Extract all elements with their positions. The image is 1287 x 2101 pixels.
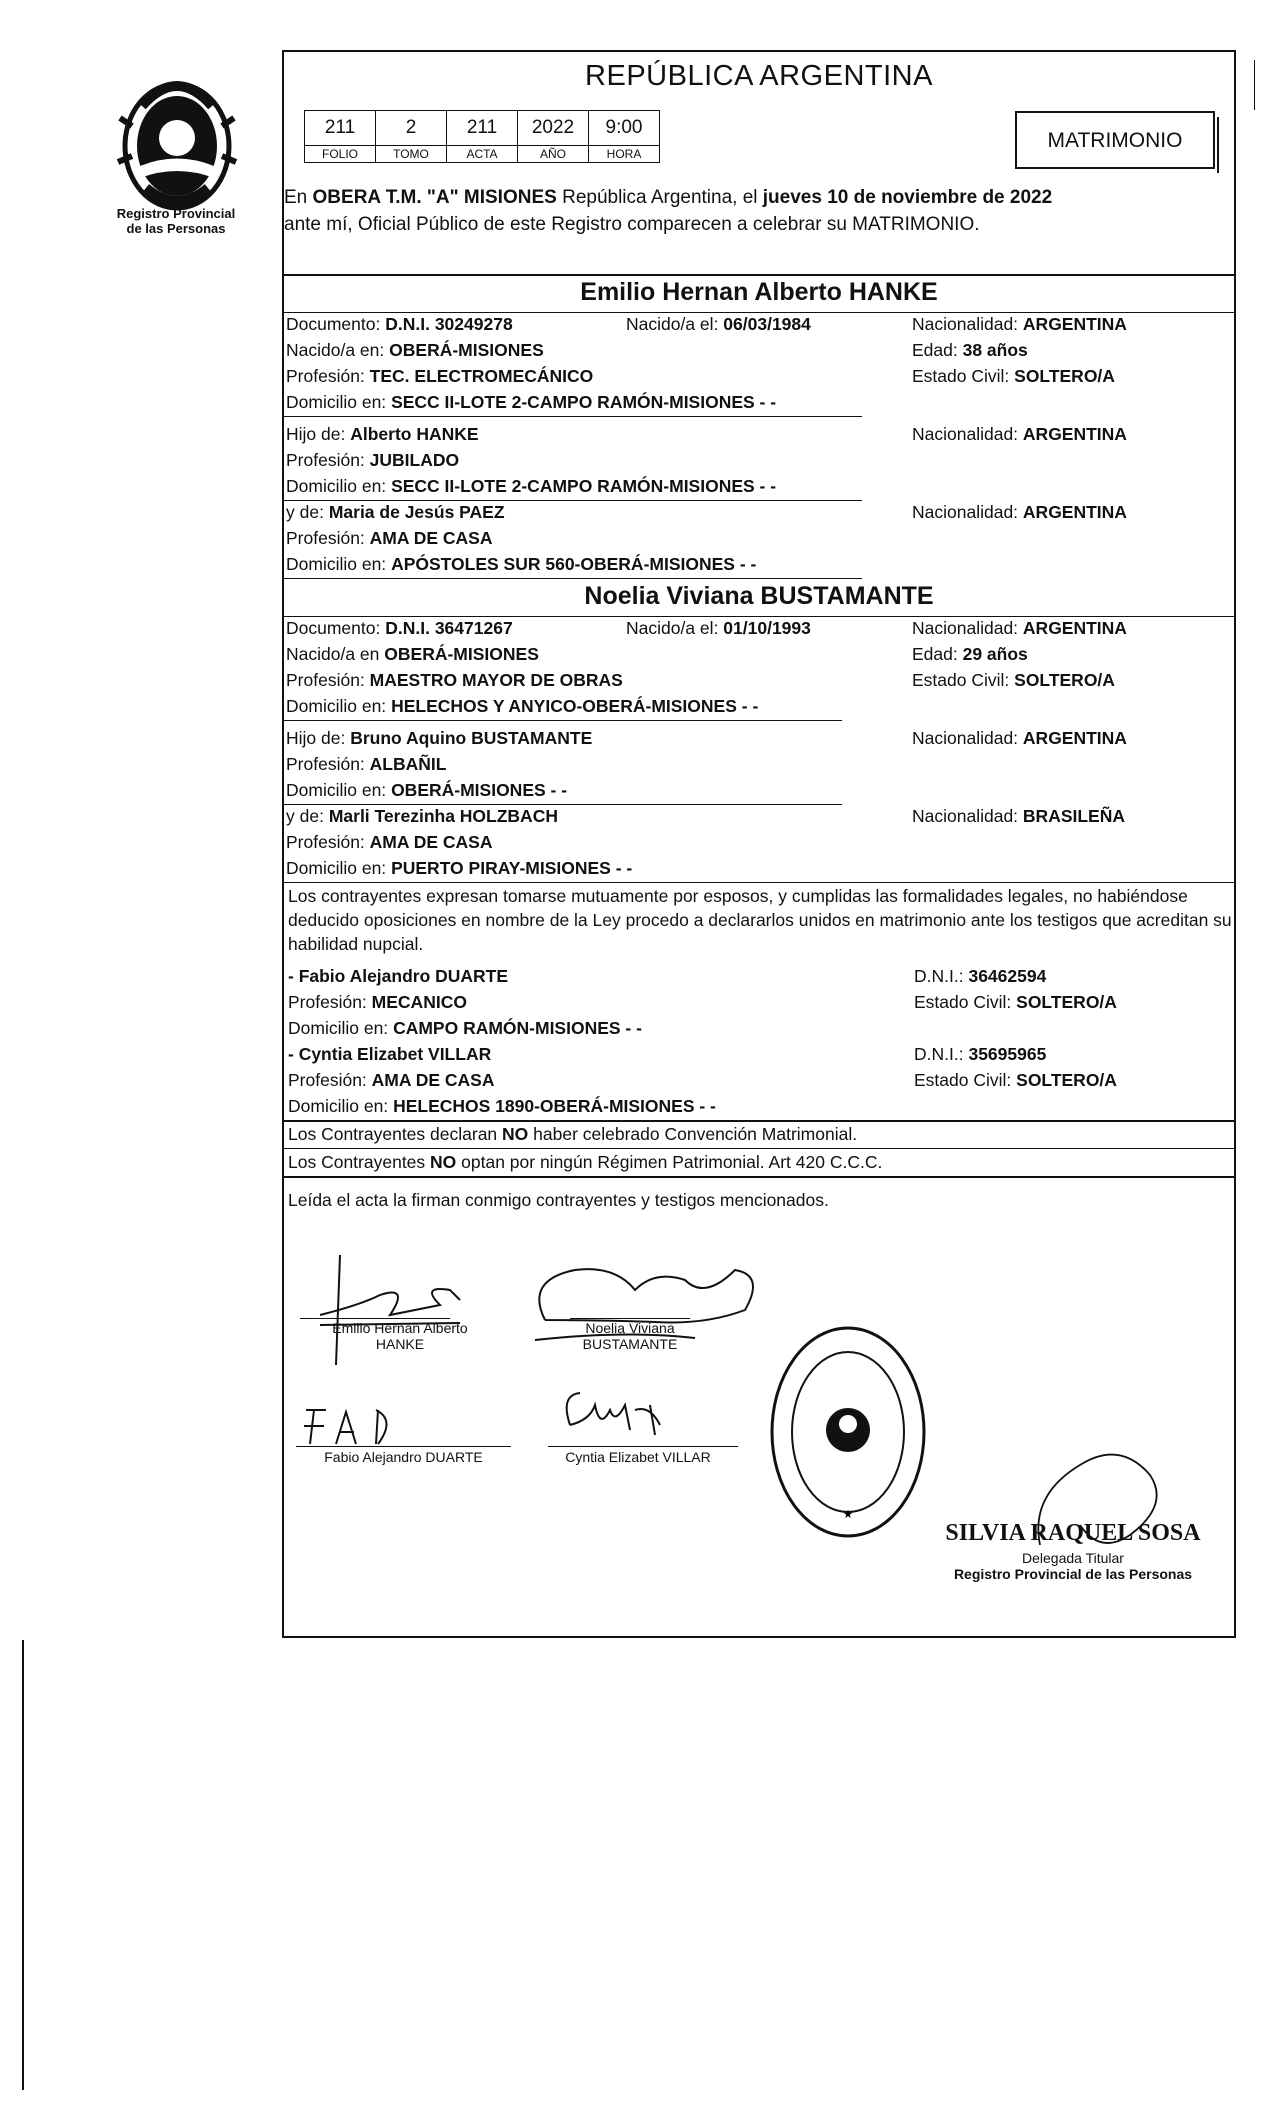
- spouse2-documento: Documento: D.N.I. 36471267: [286, 618, 513, 638]
- spouse1-domicilio: Domicilio en: SECC II-LOTE 2-CAMPO RAMÓN-MISIONES - -: [286, 392, 777, 412]
- svg-text:★: ★: [842, 1507, 854, 1521]
- spouse1-name: Emilio Hernan Alberto HANKE: [580, 278, 938, 306]
- convention-line1: Los Contrayentes declaran NO haber celebrado Convención Matrimonial.: [288, 1124, 858, 1144]
- signature-line: [296, 1446, 511, 1447]
- divider: [282, 312, 283, 580]
- acta-value: 211: [447, 111, 518, 146]
- underline: [282, 804, 842, 805]
- divider: [282, 1148, 1236, 1149]
- spouse1-mother: y de: Maria de Jesús PAEZ: [286, 502, 505, 522]
- divider: [282, 312, 1236, 313]
- intro-place: OBERA T.M. "A" MISIONES: [312, 187, 557, 208]
- province-emblem: [112, 66, 242, 216]
- spouse2-nacionalidad: Nacionalidad: ARGENTINA: [912, 618, 1127, 638]
- spouse2-father-profesion: Profesión: ALBAÑIL: [286, 754, 447, 774]
- signature-line: [300, 1318, 450, 1319]
- ano-value: 2022: [518, 111, 589, 146]
- underline: [282, 416, 862, 417]
- spouse2-profesion: Profesión: MAESTRO MAYOR DE OBRAS: [286, 670, 623, 690]
- official-title: Delegada Titular: [1022, 1550, 1124, 1566]
- divider: [282, 616, 283, 884]
- witness2-estado-civil: Estado Civil: SOLTERO/A: [914, 1070, 1117, 1090]
- margin-mark: [22, 1640, 24, 2090]
- spouse2-name: Noelia Viviana BUSTAMANTE: [584, 582, 934, 610]
- intro-text: [284, 184, 1234, 238]
- spouse2-mother-nacionalidad: Nacionalidad: BRASILEÑA: [912, 806, 1126, 826]
- tomo-label: TOMO: [376, 146, 447, 163]
- signature-label-hanke: Emilio Hernan Alberto HANKE: [332, 1320, 468, 1352]
- acta-label: ACTA: [447, 146, 518, 163]
- margin-mark: [1254, 60, 1255, 110]
- witness2-profesion: Profesión: AMA DE CASA: [288, 1070, 495, 1090]
- signature-line: [548, 1446, 738, 1447]
- hora-label: HORA: [589, 146, 660, 163]
- folio-value: 211: [305, 111, 376, 146]
- divider: [282, 882, 1236, 883]
- spouse1-nacionalidad: Nacionalidad: ARGENTINA: [912, 314, 1127, 334]
- intro-date: jueves 10 de noviembre de 2022: [762, 187, 1053, 208]
- spouse1-father-profesion: Profesión: JUBILADO: [286, 450, 460, 470]
- divider: [282, 1120, 1236, 1122]
- spouse1-profesion: Profesión: TEC. ELECTROMECÁNICO: [286, 366, 594, 386]
- hora-value: 9:00: [589, 111, 660, 146]
- witness2-name: - Cyntia Elizabet VILLAR: [288, 1044, 492, 1064]
- signature-line: [570, 1318, 690, 1319]
- divider: [282, 616, 1236, 617]
- underline: [282, 500, 862, 501]
- official-org: Registro Provincial de las Personas: [953, 1566, 1193, 1582]
- act-type-box: MATRIMONIO: [1015, 111, 1215, 169]
- spouse1-father: Hijo de: Alberto HANKE: [286, 424, 479, 444]
- spouse1-father-domicilio: Domicilio en: SECC II-LOTE 2-CAMPO RAMÓN-MISIONES - -: [286, 476, 777, 496]
- divider: [282, 1176, 1236, 1178]
- spouse2-father-domicilio: Domicilio en: OBERÁ-MISIONES - -: [286, 780, 568, 800]
- emblem-caption-line2: de las Personas: [126, 221, 226, 236]
- signature-hanke: [300, 1245, 480, 1375]
- spouse1-mother-profesion: Profesión: AMA DE CASA: [286, 528, 493, 548]
- intro-line2: ante mí, Oficial Público de este Registro comparecen a celebrar su MATRIMONIO.: [284, 214, 980, 235]
- spouse1-mother-nacionalidad: Nacionalidad: ARGENTINA: [912, 502, 1127, 522]
- witness2-dni: D.N.I.: 35695965: [914, 1044, 1047, 1064]
- witness1-dni: D.N.I.: 36462594: [914, 966, 1047, 986]
- emblem-caption-line1: Registro Provincial: [116, 206, 236, 221]
- witness1-estado-civil: Estado Civil: SOLTERO/A: [914, 992, 1117, 1012]
- convention-line2: Los Contrayentes NO optan por ningún Régimen Patrimonial. Art 420 C.C.C.: [288, 1152, 883, 1172]
- signature-villar: [550, 1385, 750, 1445]
- spouse1-father-nacionalidad: Nacionalidad: ARGENTINA: [912, 424, 1127, 444]
- declaration-text: Los contrayentes expresan tomarse mutuamente por esposos, y cumplidas las formalidades legales, no habiéndose deducido oposiciones en nombre de la Ley procedo a declararlos unidos en matrimonio ante los testigos que acreditan su habilidad nupcial.: [288, 886, 1232, 954]
- folio-table: [304, 110, 660, 163]
- document-title: REPÚBLICA ARGENTINA: [585, 60, 933, 92]
- spouse2-father: Hijo de: Bruno Aquino BUSTAMANTE: [286, 728, 593, 748]
- intro-mid: República Argentina, el: [556, 187, 763, 208]
- folio-label: FOLIO: [305, 146, 376, 163]
- tomo-value: 2: [376, 111, 447, 146]
- ano-label: AÑO: [518, 146, 589, 163]
- spouse1-estado-civil: Estado Civil: SOLTERO/A: [912, 366, 1115, 386]
- witness1-profesion: Profesión: MECANICO: [288, 992, 467, 1012]
- witness1-domicilio: Domicilio en: CAMPO RAMÓN-MISIONES - -: [288, 1018, 642, 1038]
- spouse1-nacido-el: Nacido/a el: 06/03/1984: [626, 314, 811, 334]
- spouse2-nacido-el: Nacido/a el: 01/10/1993: [626, 618, 811, 638]
- witness1-name: - Fabio Alejandro DUARTE: [288, 966, 509, 986]
- official-name: SILVIA RAQUEL SOSA: [945, 1520, 1201, 1546]
- spouse2-domicilio: Domicilio en: HELECHOS Y ANYICO-OBERÁ-MISIONES - -: [286, 696, 759, 716]
- divider: [282, 274, 1236, 276]
- witness2-domicilio: Domicilio en: HELECHOS 1890-OBERÁ-MISIONES - -: [288, 1096, 716, 1116]
- spouse2-nacido-en: Nacido/a en OBERÁ-MISIONES: [286, 644, 539, 664]
- intro-prefix: En: [284, 187, 313, 208]
- closing-text: Leída el acta la firman conmigo contrayentes y testigos mencionados.: [288, 1190, 829, 1210]
- spouse1-nacido-en: Nacido/a en: OBERÁ-MISIONES: [286, 340, 544, 360]
- spouse2-mother-profesion: Profesión: AMA DE CASA: [286, 832, 493, 852]
- spouse1-mother-domicilio: Domicilio en: APÓSTOLES SUR 560-OBERÁ-MISIONES - -: [286, 554, 757, 574]
- spouse2-mother: y de: Marli Terezinha HOLZBACH: [286, 806, 558, 826]
- signature-label-duarte: Fabio Alejandro DUARTE: [324, 1449, 483, 1465]
- spouse2-mother-domicilio: Domicilio en: PUERTO PIRAY-MISIONES - -: [286, 858, 633, 878]
- spouse1-edad: Edad: 38 años: [912, 340, 1028, 360]
- signature-label-bustamante: Noelia Viviana BUSTAMANTE: [582, 1320, 678, 1352]
- emblem-caption: [86, 206, 266, 236]
- spouse1-documento: Documento: D.N.I. 30249278: [286, 314, 513, 334]
- spouse2-estado-civil: Estado Civil: SOLTERO/A: [912, 670, 1115, 690]
- signature-duarte: [296, 1400, 426, 1450]
- underline: [282, 578, 862, 579]
- spouse2-edad: Edad: 29 años: [912, 644, 1028, 664]
- signature-label-villar: Cyntia Elizabet VILLAR: [565, 1449, 711, 1465]
- delegation-seal: [768, 1322, 928, 1542]
- underline: [282, 720, 842, 721]
- spouse2-father-nacionalidad: Nacionalidad: ARGENTINA: [912, 728, 1127, 748]
